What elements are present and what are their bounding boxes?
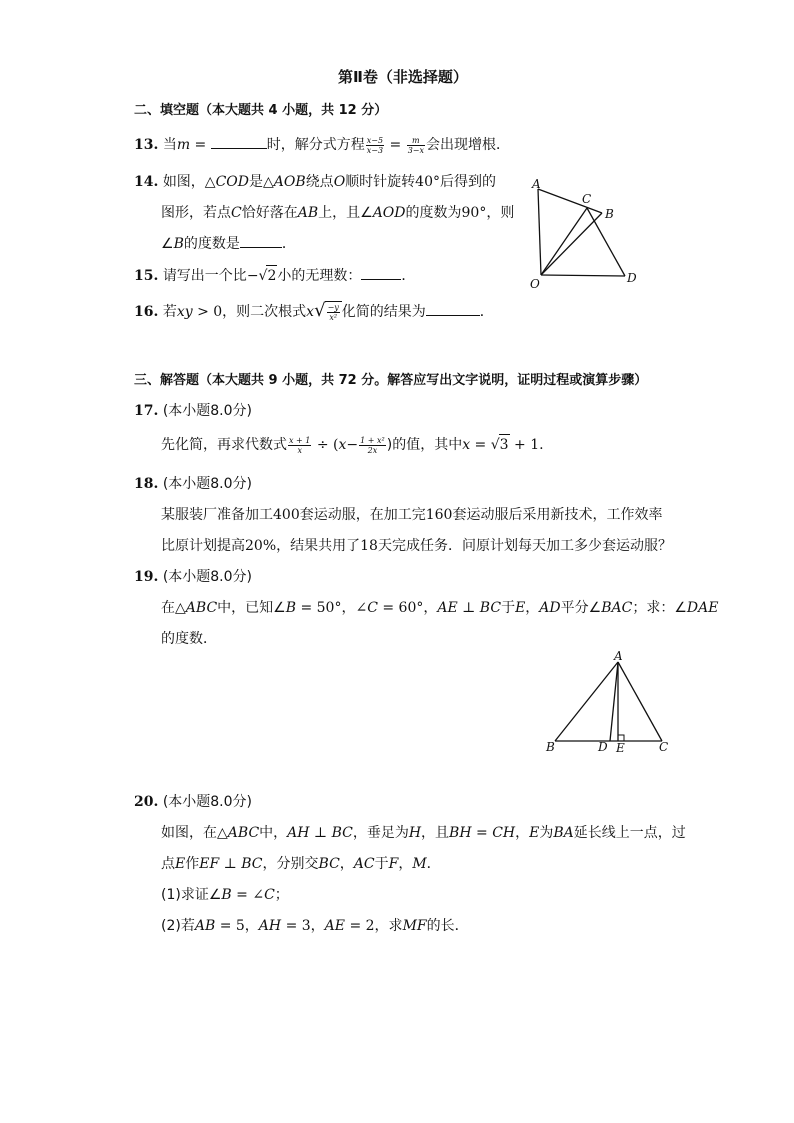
question-18-line1: 某服装厂准备加工400套运动服，在加工完160套运动服后采用新技术，工作效率 — [161, 507, 663, 523]
segment-OD — [541, 275, 625, 276]
label-B: B — [546, 740, 555, 754]
question-20-line2: 点E作EF ⊥ BC，分别交BC，AC于F，M． — [161, 856, 441, 872]
sqrt-2: 2 — [266, 265, 277, 286]
question-20-part2: (2)若AB = 5，AH = 3，AE = 2，求MF的长． — [161, 918, 469, 934]
answer-blank[interactable] — [361, 265, 401, 280]
question-18-line2: 比原计划提高20%，结果共用了18天完成任务．问原计划每天加工多少套运动服？ — [161, 538, 672, 554]
question-17-body: 先化简，再求代数式 $\frac{x + 1}{x}$ ÷ (x− $\frac{\text{1 + x²}}{2x}$ )的值，其中x = √3 + 1. — [161, 435, 544, 455]
question-number: 17. — [134, 403, 159, 419]
fraction: $\frac{x-5}{x-3}$ — [366, 135, 384, 155]
label-C: C — [582, 192, 592, 206]
question-number: 15. — [134, 268, 159, 284]
question-14-line2: 图形，若点C恰好落在AB上，且∠AOD的度数为90°，则 — [161, 205, 515, 221]
label-E: E — [616, 741, 625, 755]
question-13: 13. 当m = 时，解分式方程 $\frac{x-5}{x-3}$ = $\frac{m}{3-x}$ 会出现增根． — [134, 135, 510, 155]
label-B: B — [605, 207, 614, 221]
question-20-part1: (1)求证∠B = ∠C； — [161, 887, 289, 903]
question-score: (本小题8.0分) — [162, 794, 253, 810]
question-number: 16. — [134, 304, 159, 320]
question-score: (本小题8.0分) — [162, 569, 253, 585]
segment-AC — [618, 662, 662, 741]
question-number: 18. — [134, 476, 159, 492]
question-number: 19. — [134, 569, 159, 585]
question-16: 16. 若xy > 0，则二次根式x√ $\frac{-y}{\text{x²}}$ 化简的结果为 ． — [134, 300, 494, 322]
label-D: D — [627, 271, 637, 285]
question-score: (本小题8.0分) — [162, 403, 253, 419]
radicand-fraction: $\frac{-y}{\text{x²}}$ — [327, 302, 339, 322]
triangle-figure — [540, 648, 675, 758]
segment-AO — [538, 189, 541, 275]
segment-AD — [610, 662, 618, 741]
sqrt-3: 3 — [499, 434, 510, 455]
section-heading-fill-in: 二、填空题（本大题共 4 小题，共 12 分） — [134, 103, 388, 118]
fraction: $\frac{\text{1 + x²}}{2x}$ — [360, 435, 385, 455]
fraction: $\frac{x + 1}{x}$ — [289, 435, 311, 455]
question-19-line2: 的度数． — [161, 631, 217, 647]
segment-AB — [555, 662, 618, 741]
segment-AB — [538, 189, 602, 213]
label-A: A — [532, 177, 541, 191]
question-19-header — [134, 567, 252, 587]
answer-blank[interactable] — [426, 301, 480, 316]
question-14-line1: 14. 如图，△COD是△AOB绕点O顺时针旋转40°后得到的 — [134, 174, 496, 190]
segment-OB — [541, 213, 602, 275]
rotation-figure — [525, 172, 650, 292]
label-O: O — [530, 277, 540, 291]
question-number: 14. — [134, 174, 159, 190]
answer-blank[interactable] — [240, 233, 282, 248]
page-title: 第Ⅱ卷（非选择题） — [338, 68, 468, 86]
fraction: $\frac{m}{3-x}$ — [407, 135, 424, 155]
question-number: 13. — [134, 137, 159, 153]
question-20-line1: 如图，在△ABC中，AH ⊥ BC，垂足为H，且BH = CH，E为BA延长线上一点，过 — [161, 825, 686, 841]
question-17-header — [134, 401, 252, 421]
answer-blank[interactable] — [211, 134, 267, 149]
question-14-line3: ∠B的度数是 ． — [161, 233, 296, 254]
question-15: 15. 请写出一个比−√2小的无理数： ． — [134, 265, 415, 286]
question-number: 20. — [134, 794, 159, 810]
segment-OC — [541, 208, 587, 275]
label-A: A — [614, 649, 623, 663]
question-score: (本小题8.0分) — [162, 476, 253, 492]
label-D: D — [598, 740, 608, 754]
section-heading-solutions: 三、解答题（本大题共 9 小题，共 72 分。解答应写出文字说明，证明过程或演算步骤） — [134, 373, 648, 388]
question-20-header — [134, 792, 252, 812]
question-18-header — [134, 474, 252, 494]
label-C: C — [659, 740, 669, 754]
question-19-line1: 在△ABC中，已知∠B = 50°，∠C = 60°，AE ⊥ BC于E，AD平分∠BAC；求：∠DAE — [161, 600, 719, 616]
